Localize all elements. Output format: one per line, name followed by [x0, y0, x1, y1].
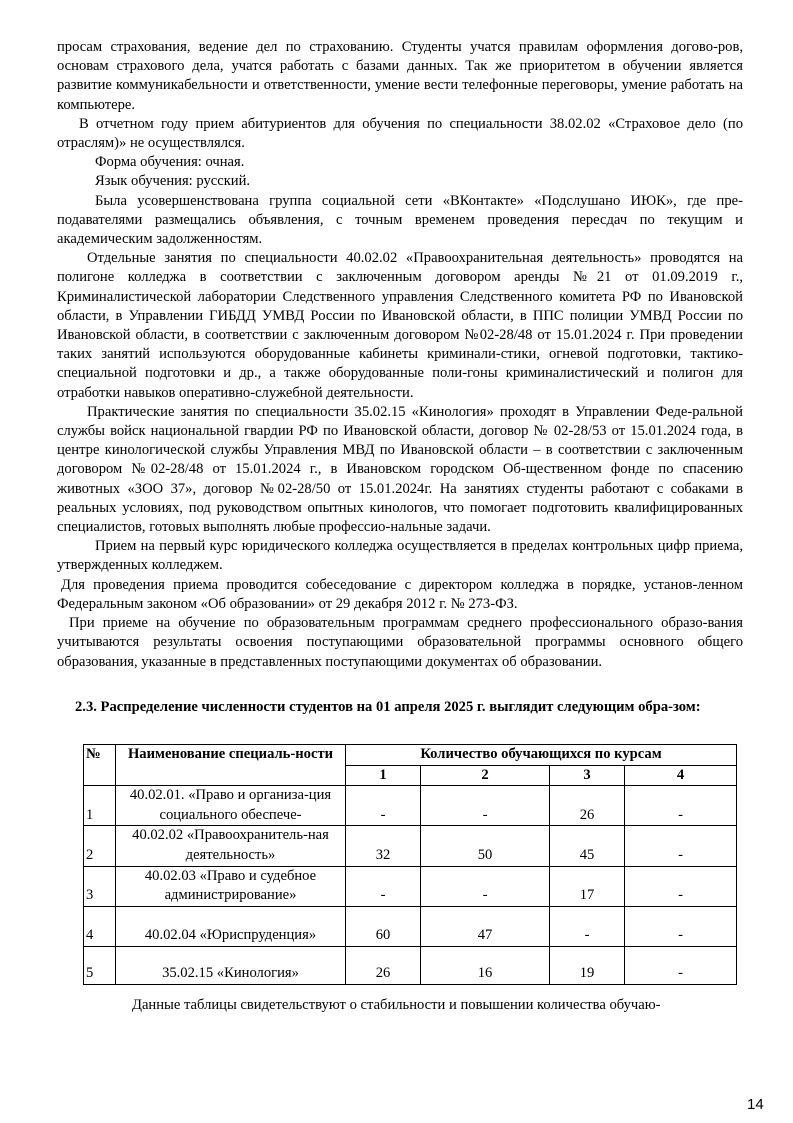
row-num: 4	[84, 906, 116, 946]
row-course-3: -	[550, 906, 625, 946]
row-course-2: -	[421, 866, 550, 906]
row-course-4: -	[625, 866, 737, 906]
row-specialty: 40.02.04 «Юриспруденция»	[116, 906, 346, 946]
table-row	[84, 826, 737, 866]
paragraph: Для проведения приема проводится собеседование с директором колледжа в порядке, установ-ленном Федеральным законом «Об образовании» от 29 декабря 2012 г. № 273-ФЗ.	[57, 576, 743, 612]
page-number: 14	[747, 1096, 764, 1113]
table-row	[84, 786, 737, 826]
header-course: 2	[421, 765, 550, 786]
row-course-1: 60	[346, 906, 421, 946]
closing-paragraph: Данные таблицы свидетельствуют о стабильности и повышении количества обучаю-	[132, 997, 661, 1013]
row-course-2: 50	[421, 826, 550, 866]
table-header-row	[84, 745, 737, 766]
row-specialty: 40.02.02 «Правоохранитель-ная деятельность»	[116, 826, 346, 866]
header-course: 3	[550, 765, 625, 786]
row-course-4: -	[625, 906, 737, 946]
row-course-2: 47	[421, 906, 550, 946]
row-course-1: -	[346, 786, 421, 826]
row-course-2: 16	[421, 946, 550, 984]
header-name: Наименование специаль-ности	[116, 745, 346, 786]
row-course-1: 26	[346, 946, 421, 984]
header-course: 4	[625, 765, 737, 786]
paragraph: Прием на первый курс юридического колледжа осуществляется в пределах контрольных цифр приема, утвержденных колледжем.	[57, 538, 743, 574]
paragraph: Отдельные занятия по специальности 40.02.02 «Правоохранительная деятельность» проводятся на полигоне колледжа в соответствии с заключенным договором аренды №21 от 01.09.2019 г., Криминалистической лаборатории Следственного управления Следственного комитета РФ по Ивановской области, в Управлении ГИБДД УМВД России по Ивановской области, в ППС полиции УМВД России по Ивановской области, в соответствии с заключенным договором №02-28/48 от 15.01.2024 г. При проведении таких занятий используются оборудованные кабинеты криминали-стики, огневой подготовки, тактико-специальной подготовки и др., а также оборудованные поли-гоны криминалистический и полигон для отработки навыков оперативно-служебной деятельности.	[57, 250, 743, 401]
row-course-1: -	[346, 866, 421, 906]
row-course-4: -	[625, 826, 737, 866]
header-course-count: Количество обучающихся по курсам	[346, 745, 737, 766]
row-course-4: -	[625, 946, 737, 984]
row-course-3: 17	[550, 866, 625, 906]
header-course: 1	[346, 765, 421, 786]
paragraph: Была усовершенствована группа социальной сети «ВКонтакте» «Подслушано ИЮК», где пре-подавателями размещались объявления, с точным временем проведения пересдач по текущим и академическим задолженностям.	[57, 192, 743, 248]
paragraph: Язык обучения: русский.	[95, 173, 251, 190]
row-num: 2	[84, 826, 116, 866]
row-specialty: 35.02.15 «Кинология»	[116, 946, 346, 984]
row-course-3: 26	[550, 786, 625, 826]
row-course-3: 45	[550, 826, 625, 866]
paragraph: В отчетном году прием абитуриентов для обучения по специальности 38.02.02 «Страховое дело (по отраслям)» не осуществлялся.	[57, 115, 743, 152]
section-heading: 2.3. Распределение численности студентов на 01 апреля 2025 г. выглядит следующим обра-зом:	[75, 698, 701, 715]
students-table	[83, 744, 737, 985]
row-course-3: 19	[550, 946, 625, 984]
table-row	[84, 866, 737, 906]
row-specialty: 40.02.01. «Право и организа-ция социального обеспече-	[116, 786, 346, 826]
row-num: 3	[84, 866, 116, 906]
paragraph: Форма обучения: очная.	[95, 154, 245, 171]
paragraph: Практические занятия по специальности 35.02.15 «Кинология» проходят в Управлении Феде-ральной службы войск национальной гвардии РФ по Ивановской области, договор № 02-28/53 от 15.01.2024 года, в центре кинологической службы Управления МВД по Ивановской области – в соответствии с заключенным договором №02-28/48 от 15.01.2024 г., в Ивановском городском Об-щественном фонде по спасению животных «ЗОО 37», договор №02-28/50 от 15.01.2024г. На занятиях студенты работают с собаками в реальных условиях, под руководством опытных кинологов, что помогает подготовить квалифицированных специалистов, готовых выполнять любые профессио-нальные задачи.	[57, 403, 743, 536]
row-course-2: -	[421, 786, 550, 826]
paragraph: При приеме на обучение по образовательным программам среднего профессионального образо-вания учитываются результаты освоения поступающими образовательной программы основного общего образования, указанные в представленных поступающими документах об образовании.	[57, 615, 743, 670]
row-specialty: 40.02.03 «Право и судебное администрирование»	[116, 866, 346, 906]
document-body	[57, 38, 743, 717]
row-course-1: 32	[346, 826, 421, 866]
header-num: №	[84, 745, 116, 786]
table-row	[84, 946, 737, 984]
paragraph: просам страхования, ведение дел по страхованию. Студенты учатся правилам оформления догово-ров, основам страхового дела, учатся работать с базами данных. Так же приоритетом в обучении является развитие коммуникабельности и ответственности, умение вести телефонные переговоры, умение работать на компьютере.	[57, 39, 743, 113]
row-course-4: -	[625, 786, 737, 826]
row-num: 1	[84, 786, 116, 826]
row-num: 5	[84, 946, 116, 984]
table-row	[84, 906, 737, 946]
